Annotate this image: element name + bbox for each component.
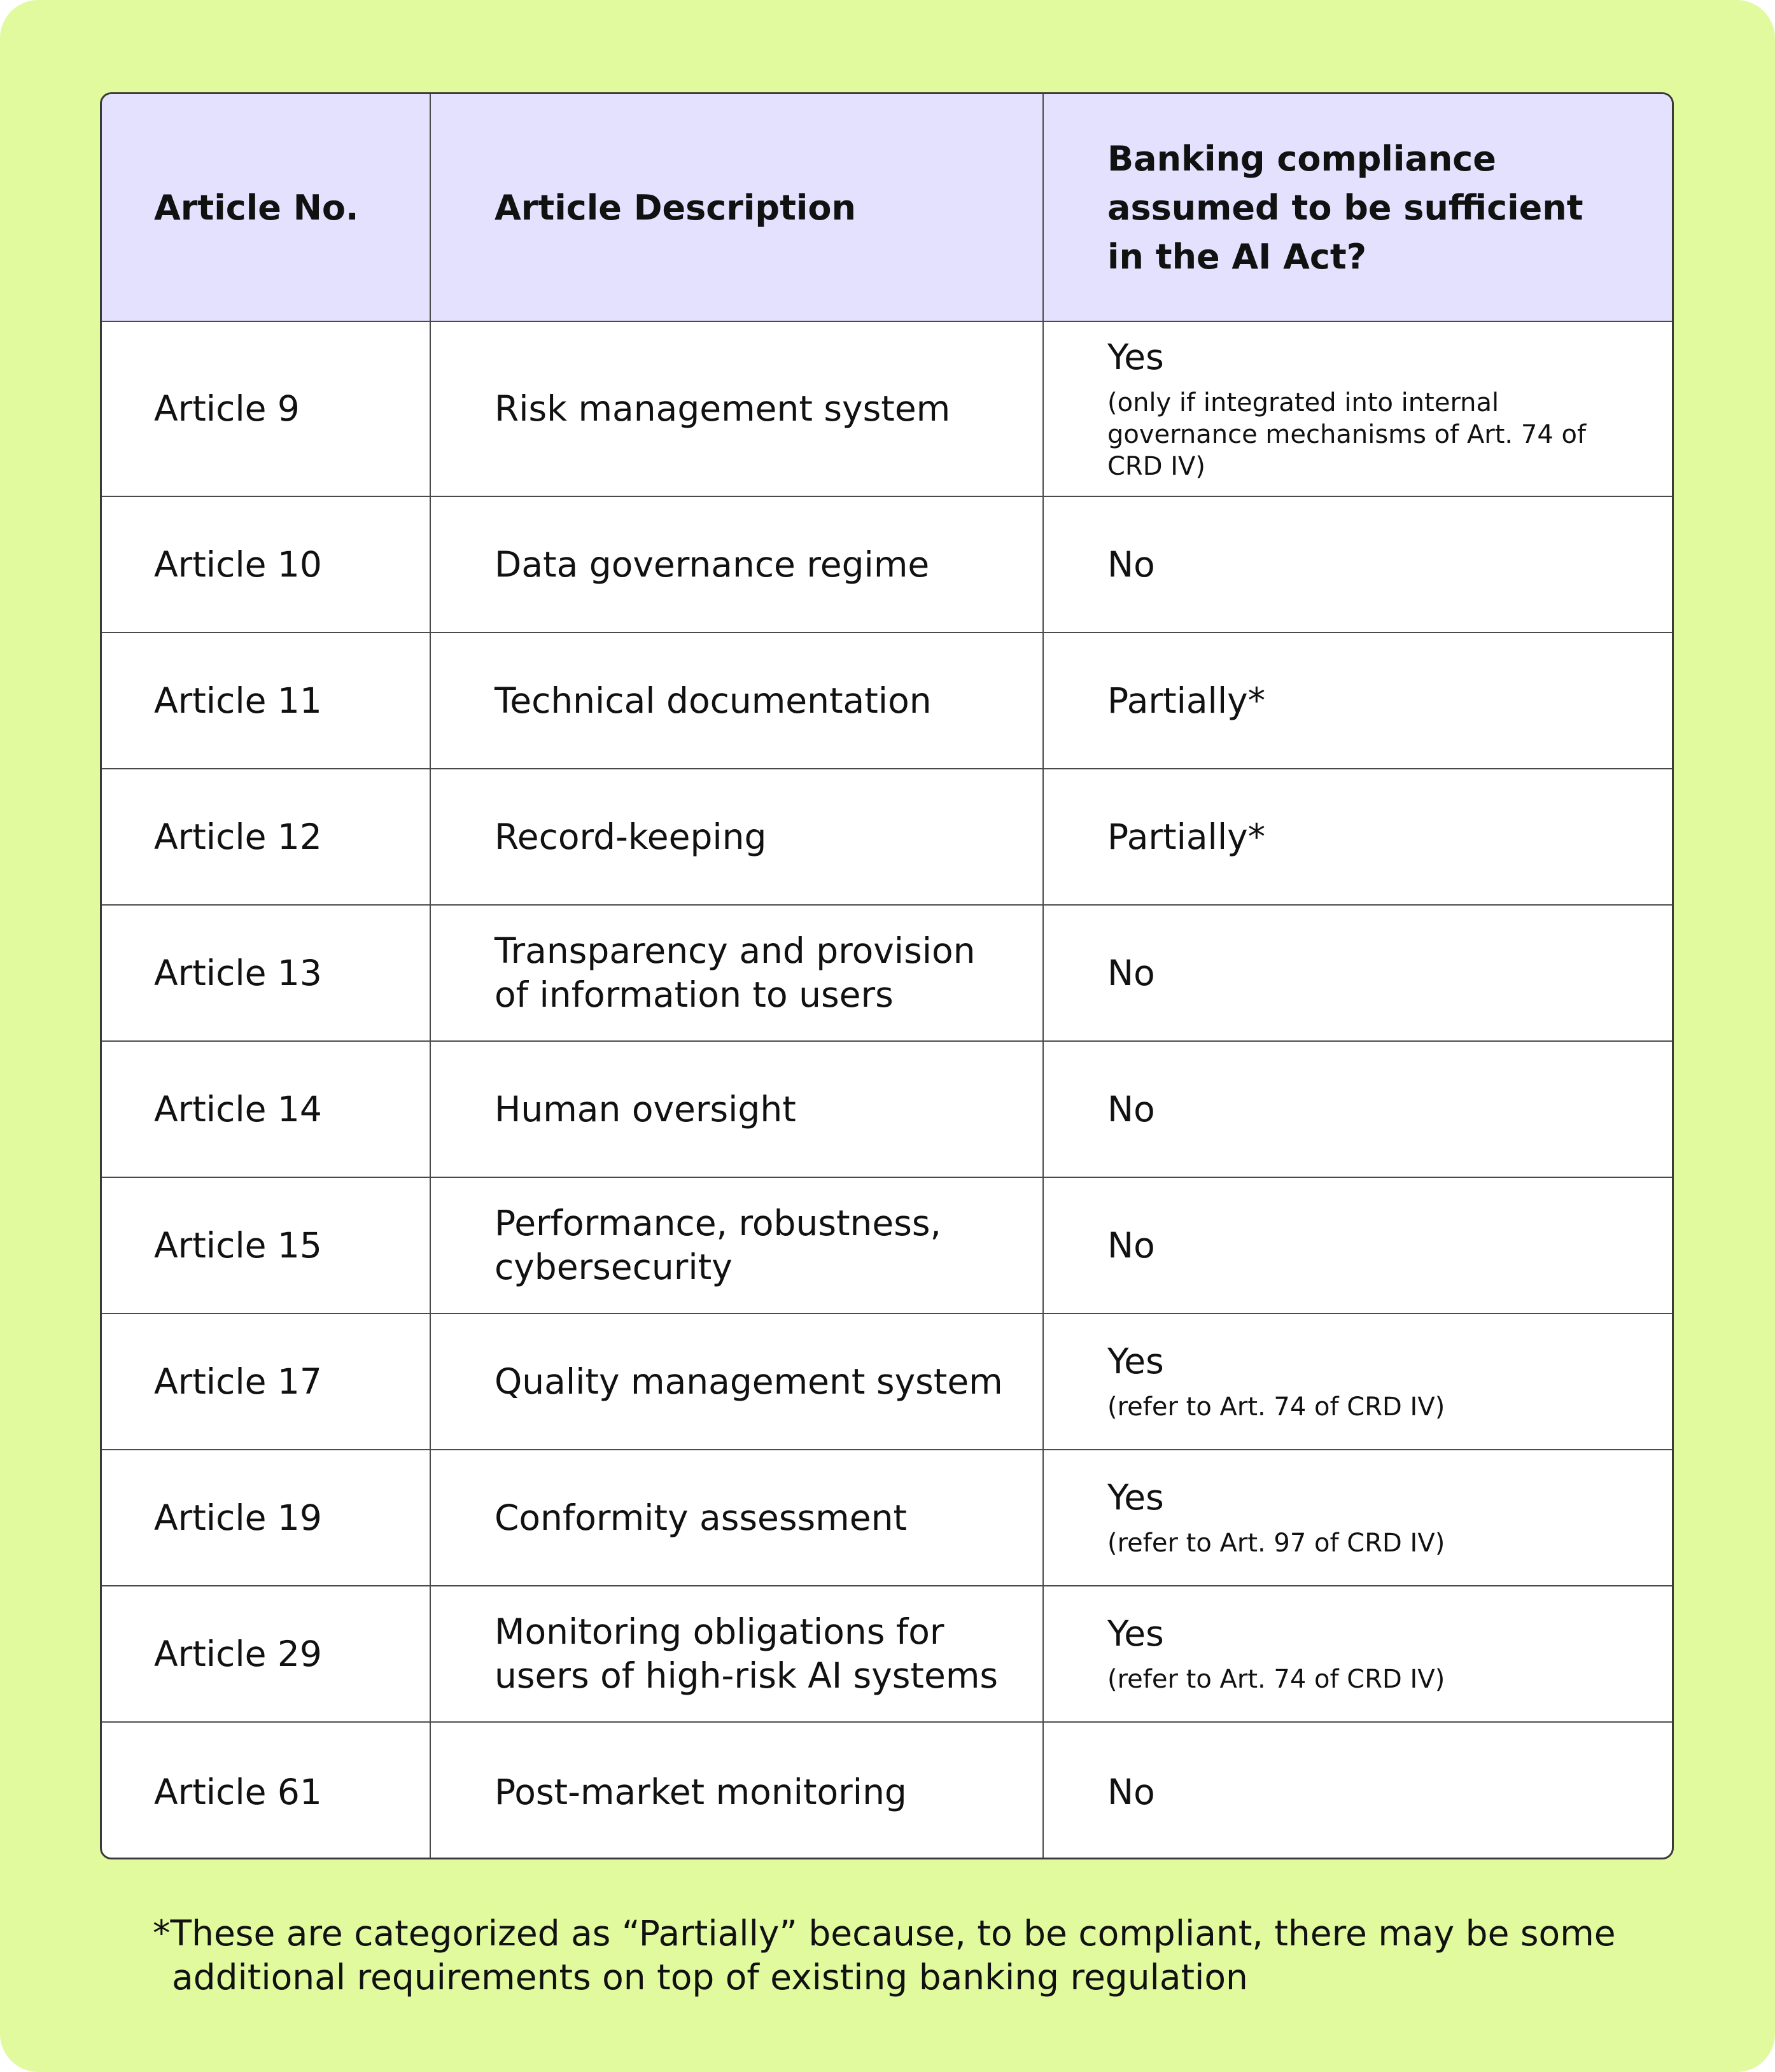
article-description [430, 1723, 1042, 1859]
article-description-text: Human oversight [495, 1088, 796, 1130]
table-row [102, 633, 1672, 769]
compliance-answer: No [1107, 1225, 1155, 1266]
compliance-value [1042, 322, 1674, 496]
article-number-text: Article 15 [154, 1224, 322, 1266]
compliance-answer: Yes [1107, 1477, 1164, 1518]
compliance-note: (only if integrated into internal governance mechanisms of Art. 74 of CRD IV) [1107, 388, 1587, 481]
article-number-text: Article 11 [154, 680, 322, 721]
compliance-value [1042, 1450, 1674, 1585]
article-number [102, 1178, 430, 1313]
table-row [102, 322, 1672, 497]
header-description-label: Article Description [495, 187, 856, 228]
header-article-no [102, 94, 430, 321]
footnote-line-1: *These are categorized as “Partially” because, to be compliant, there may be some [153, 1913, 1616, 1954]
header-compliance [1042, 94, 1674, 321]
compliance-answer: Yes [1107, 336, 1164, 377]
compliance-value [1042, 1586, 1674, 1721]
article-description [430, 633, 1042, 768]
article-number [102, 322, 430, 496]
article-description [430, 906, 1042, 1040]
article-number-text: Article 12 [154, 816, 322, 857]
article-number [102, 1042, 430, 1177]
compliance-value [1042, 1314, 1674, 1449]
compliance-value [1042, 769, 1674, 904]
table-row [102, 1042, 1672, 1178]
table-row [102, 1723, 1672, 1859]
article-number-text: Article 14 [154, 1088, 322, 1130]
article-description-text: Performance, robustness, cybersecurity [495, 1203, 942, 1287]
article-number [102, 497, 430, 632]
article-number-text: Article 9 [154, 388, 300, 429]
table-row [102, 1314, 1672, 1450]
compliance-table [100, 92, 1674, 1859]
article-number [102, 906, 430, 1040]
article-number [102, 1586, 430, 1721]
article-number [102, 1723, 430, 1859]
article-description [430, 322, 1042, 496]
table-row [102, 1586, 1672, 1723]
compliance-answer: Yes [1107, 1341, 1164, 1382]
table-row [102, 497, 1672, 633]
header-article-no-label: Article No. [154, 187, 359, 228]
compliance-answer: Yes [1107, 1613, 1164, 1654]
table-row [102, 1178, 1672, 1314]
article-description-text: Conformity assessment [495, 1497, 908, 1538]
article-description [430, 1314, 1042, 1449]
table-row [102, 1450, 1672, 1586]
table-row [102, 906, 1672, 1042]
compliance-value [1042, 1723, 1674, 1859]
article-number-text: Article 10 [154, 543, 322, 585]
footnote-line-2: additional requirements on top of existing banking regulation [172, 1957, 1248, 1998]
compliance-answer: No [1107, 953, 1155, 993]
article-number-text: Article 17 [154, 1361, 322, 1402]
compliance-answer: Partially* [1107, 816, 1266, 857]
table-row [102, 769, 1672, 906]
article-number [102, 769, 430, 904]
article-description [430, 1586, 1042, 1721]
article-number-text: Article 19 [154, 1497, 322, 1538]
compliance-value [1042, 1042, 1674, 1177]
article-description [430, 497, 1042, 632]
table-header-row [102, 94, 1672, 322]
header-compliance-line-2: assumed to be sufficient [1107, 187, 1583, 228]
article-description-text: Risk management system [495, 388, 951, 429]
article-description-text: Monitoring obligations for users of high-risk AI systems [495, 1611, 999, 1696]
compliance-value [1042, 633, 1674, 768]
header-compliance-line-3: in the AI Act? [1107, 236, 1367, 277]
article-description [430, 1450, 1042, 1585]
article-description-text: Record-keeping [495, 816, 767, 857]
article-description [430, 1178, 1042, 1313]
article-number [102, 1314, 430, 1449]
compliance-answer: No [1107, 1772, 1155, 1812]
header-description [430, 94, 1042, 321]
compliance-value [1042, 497, 1674, 632]
article-description-text: Technical documentation [495, 680, 932, 721]
article-description [430, 1042, 1042, 1177]
article-number-text: Article 61 [154, 1771, 322, 1812]
compliance-note: (refer to Art. 74 of CRD IV) [1107, 1665, 1445, 1694]
compliance-answer: No [1107, 1089, 1155, 1130]
article-number [102, 633, 430, 768]
compliance-note: (refer to Art. 97 of CRD IV) [1107, 1529, 1445, 1558]
header-compliance-line-1: Banking compliance [1107, 138, 1496, 179]
article-description [430, 769, 1042, 904]
article-description-text: Data governance regime [495, 543, 930, 585]
article-description-text: Quality management system [495, 1361, 1003, 1402]
compliance-value [1042, 1178, 1674, 1313]
compliance-value [1042, 906, 1674, 1040]
article-description-text: Post-market monitoring [495, 1771, 907, 1812]
article-number [102, 1450, 430, 1585]
compliance-answer: Partially* [1107, 680, 1266, 721]
footnote [153, 1912, 1680, 1999]
article-number-text: Article 29 [154, 1633, 322, 1674]
compliance-note: (refer to Art. 74 of CRD IV) [1107, 1392, 1445, 1422]
article-description-text: Transparency and provision of information to users [495, 930, 976, 1015]
compliance-answer: No [1107, 544, 1155, 585]
article-number-text: Article 13 [154, 952, 322, 993]
